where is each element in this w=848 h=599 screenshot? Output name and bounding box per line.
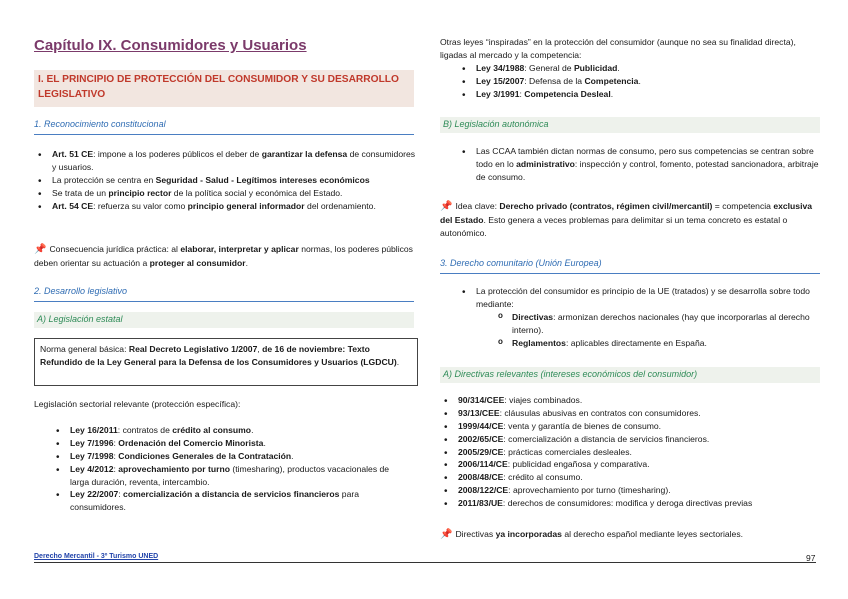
list-item: • 2002/65/CE: comercialización a distancia de servicios financieros.: [440, 433, 822, 446]
list-item: • Ley 4/2012: aprovechamiento por turno (timesharing), productos vacacionales de larga duración, reventa, intercambio.: [52, 463, 402, 489]
directivas-block: [440, 394, 822, 510]
subheading-reconocimiento: 1. Reconocimiento constitucional: [34, 118, 414, 135]
list-item: • 2006/114/CE: publicidad engañosa y comparativa.: [440, 458, 822, 471]
list-item: • 90/314/CEE: viajes combinados.: [440, 394, 822, 407]
list-item: • 2008/48/CE: crédito al consumo.: [440, 471, 822, 484]
list-item: • Art. 51 CE: impone a los poderes públicos el deber de garantizar la defensa de consumidores y usuarios.: [34, 148, 418, 174]
subheading-desarrollo: 2. Desarrollo legislativo: [34, 285, 414, 302]
consecuencia-note: 📌 Consecuencia jurídica práctica: al elaborar, interpretar y aplicar normas, los poderes públicos deben orientar su actuación a proteger al consumidor.: [34, 244, 413, 268]
final-note: 📌 Directivas ya incorporadas al derecho español mediante leyes sectoriales.: [440, 529, 744, 540]
list-item: • 93/13/CEE: cláusulas abusivas en contratos con consumidores.: [440, 407, 822, 420]
list-item: • Art. 54 CE: refuerza su valor como principio general informador del ordenamiento.: [34, 200, 418, 213]
comunitario-block: [458, 285, 820, 349]
list-item: • Ley 15/2007: Defensa de la Competencia.: [458, 75, 818, 88]
list-item: o Directivas: armonizan derechos nacionales (hay que incorporarlas al derecho interno).: [494, 311, 820, 337]
pushpin-icon: 📌: [34, 244, 47, 255]
section-heading: I. EL PRINCIPIO DE PROTECCIÓN DEL CONSUMIDOR Y SU DESARROLLO LEGISLATIVO: [34, 70, 414, 107]
list-item: o Reglamentos: aplicables directamente en España.: [494, 337, 820, 350]
subheading-estatal: A) Legislación estatal: [34, 312, 414, 328]
list-item: • Ley 3/1991: Competencia Desleal.: [458, 88, 818, 101]
otras-leyes-intro: Otras leyes “inspiradas” en la protección del consumidor (aunque no sea su finalidad directa), ligadas al mercado y la competencia:: [440, 37, 796, 60]
idea-clave-note: 📌 Idea clave: Derecho privado (contratos, régimen civil/mercantil) = competencia exclusiva del Estado. Esto genera a veces problemas para delimitar si un tema concreto es estatal o autonómico.: [440, 201, 813, 238]
list-item: • Ley 7/1996: Ordenación del Comercio Minorista.: [52, 437, 402, 450]
subheading-directivas: A) Directivas relevantes (intereses económicos del consumidor): [440, 367, 820, 383]
directivas-list: [440, 394, 822, 510]
sectorial-list-block: [52, 424, 402, 514]
list-item: • 2011/83/UE: derechos de consumidores: modifica y deroga directivas previas: [440, 497, 822, 510]
list-item: • La protección se centra en Seguridad - Salud - Legítimos intereses económicos: [34, 174, 418, 187]
footer-course-link[interactable]: Derecho Mercantil - 3º Turismo UNED: [34, 553, 159, 560]
autonomica-list: [458, 145, 820, 184]
list-item: • La protección del consumidor es principio de la UE (tratados) y se desarrolla sobre todo mediante: o Directivas: armonizan derechos nacionales (hay que incorporarlas al derecho interno). o Reglamentos: aplicables directamente en España.: [458, 285, 820, 349]
chapter-title: Capítulo IX. Consumidores y Usuarios: [34, 37, 307, 54]
otras-leyes-list: [458, 62, 818, 101]
norma-general-box: Norma general básica: Real Decreto Legislativo 1/2007, de 16 de noviembre: Texto Refundido de la Ley General para la Defensa de los Consumidores y Usuarios (LGDCU).: [34, 338, 418, 386]
reconocimiento-list: [34, 148, 418, 212]
pushpin-icon: 📌: [440, 201, 453, 212]
sectorial-list: [52, 424, 402, 514]
autonomica-block: [458, 145, 820, 184]
list-item: • 1999/44/CE: venta y garantía de bienes de consumo.: [440, 420, 822, 433]
list-item: • 2005/29/CE: prácticas comerciales desleales.: [440, 446, 822, 459]
pushpin-icon: 📌: [440, 529, 453, 540]
list-item: • Las CCAA también dictan normas de consumo, pero sus competencias se centran sobre todo en lo administrativo: inspección y control, fomento, potestad sancionadora, arbitraje de consumo.: [458, 145, 820, 184]
list-item: • Ley 7/1998: Condiciones Generales de la Contratación.: [52, 450, 402, 463]
list-item: • Ley 16/2011: contratos de crédito al consumo.: [52, 424, 402, 437]
comunitario-sublist: [494, 311, 820, 350]
otras-leyes-block: [458, 62, 818, 101]
page-number: 97: [806, 553, 816, 563]
list-item: • Se trata de un principio rector de la política social y económica del Estado.: [34, 187, 418, 200]
list-item: • Ley 34/1988: General de Publicidad.: [458, 62, 818, 75]
list-item: • 2008/122/CE: aprovechamiento por turno (timesharing).: [440, 484, 822, 497]
sectorial-intro: Legislación sectorial relevante (protección específica):: [34, 399, 241, 409]
comunitario-list: [458, 285, 820, 349]
footer-divider: [34, 562, 816, 563]
subheading-comunitario: 3. Derecho comunitario (Unión Europea): [440, 257, 820, 274]
subheading-autonomica: B) Legislación autonómica: [440, 117, 820, 133]
reconocimiento-list-block: [34, 148, 418, 212]
list-item: • Ley 22/2007: comercialización a distancia de servicios financieros para consumidores.: [52, 488, 402, 514]
